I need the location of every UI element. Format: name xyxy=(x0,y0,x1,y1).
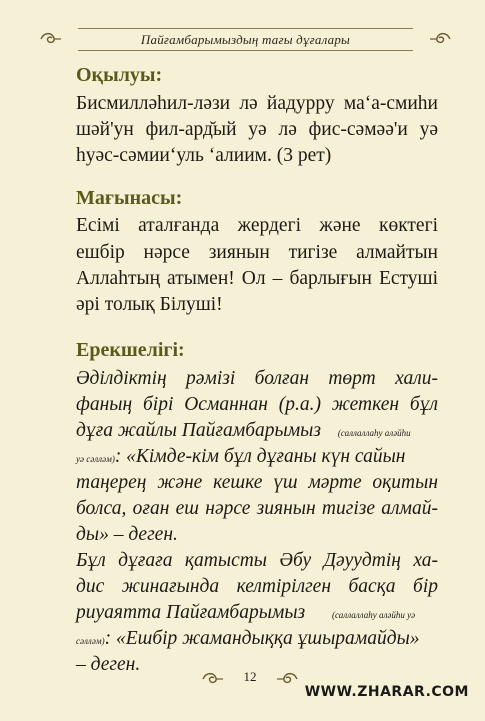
virtue-text: : «Кімде-кім бұл дұғаны күн сайын xyxy=(114,446,406,467)
virtue-line: таңерең және кешке үш мәрте оқитын xyxy=(76,472,438,493)
virtue-line: дис жинағында келтірілген басқа бір xyxy=(76,576,438,597)
reading-line: һуәс-сәмии‘уль ‘алиим. (3 рет) xyxy=(76,145,332,166)
page-number: 12 xyxy=(243,669,257,684)
honorific-note: сәлләм) xyxy=(76,636,105,646)
virtue-line: Бұл дұғаға қатысты Әбу Дәуудтің ха- xyxy=(76,550,438,571)
meaning-heading: Мағынасы: xyxy=(76,187,183,209)
virtue-text: : «Ешбір жамандыққа ұшырамайды» xyxy=(104,628,420,649)
virtue-line: – деген. xyxy=(76,654,141,675)
ornament-icon xyxy=(38,30,64,48)
honorific-note: (саллаллаһу аләйһи xyxy=(337,428,411,438)
virtue-line: ды» – деген. xyxy=(76,524,178,545)
reading-line: Бисмилләһил-ләзи лә йадурру ма‘а-смиһи xyxy=(76,93,438,114)
meaning-line: әрі толық Білуші! xyxy=(76,294,223,315)
ornament-icon xyxy=(274,670,300,688)
reading-heading: Оқылуы: xyxy=(76,64,163,86)
virtue-line: болса, оған еш нәрсе зиянын тигізе алмай- xyxy=(76,498,438,519)
honorific-note: (саллаллаһу аләйһи уә xyxy=(332,610,416,620)
virtue-line: фаның бірі Османнан (р.а.) жеткен бұл xyxy=(76,394,438,415)
reading-line: шәй'ун фил-ард̆ый уә лә фис-сәмәә'и уә xyxy=(76,119,438,140)
virtue-line: Әділдіктің рәмізі болған төрт хали- xyxy=(76,368,438,389)
page-footer xyxy=(200,669,300,687)
ornament-icon xyxy=(427,30,453,48)
meaning-line: ешбір нәрсе зиянын тигізе алмайтын xyxy=(76,242,438,263)
meaning-line: Аллаһтың атымен! Ол – барлығын Естуші xyxy=(76,268,438,289)
virtue-text: дұға жайлы Пайғамбарымыз xyxy=(76,420,321,441)
header-rule-top xyxy=(78,28,413,29)
header-rule-bottom xyxy=(78,50,413,51)
virtue-heading: Ерекшелігі: xyxy=(76,339,185,361)
meaning-line: Есімі аталғанда жердегі және көктегі xyxy=(76,215,438,236)
site-watermark: WWW.ZHARAR.COM xyxy=(304,684,469,700)
virtue-text: риуаятта Пайғамбарымыз xyxy=(76,602,306,623)
honorific-note: уә сәлләм) xyxy=(76,454,115,464)
running-title: Пайғамбарымыздың тағы дұғалары xyxy=(140,32,351,47)
page-header xyxy=(38,28,453,52)
